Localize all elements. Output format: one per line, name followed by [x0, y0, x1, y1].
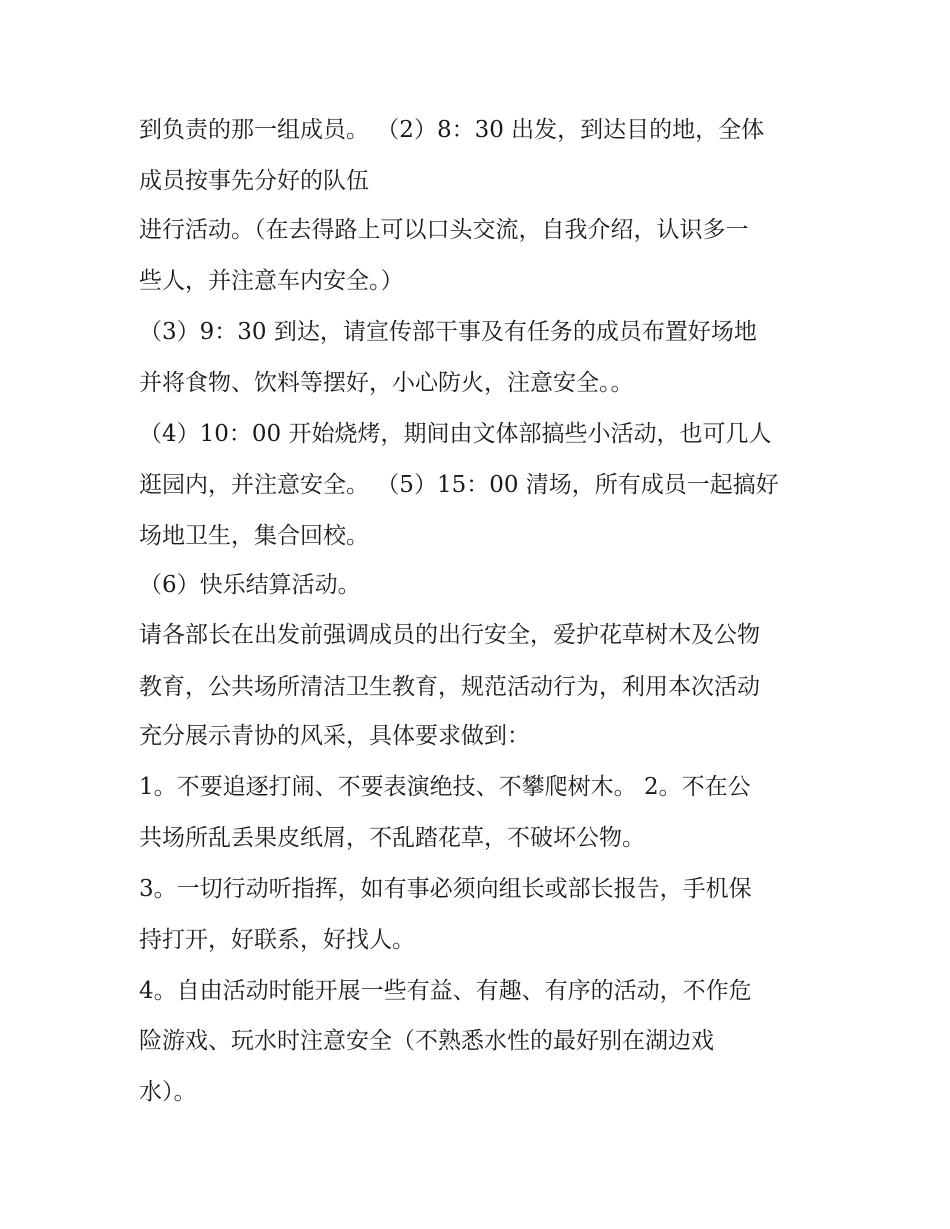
text-line: 险游戏、玩水时注意安全（不熟悉水性的最好别在湖边戏 [139, 1028, 714, 1054]
text-line: 些人，并注意车内安全。） [139, 268, 404, 294]
text-line: 逛园内，并注意安全。 （5）15：00 清场，所有成员一起搞好 [139, 472, 779, 498]
text-line: 并将食物、饮料等摆好，小心防火，注意安全。。 [139, 370, 634, 396]
text-line: 教育，公共场所清洁卫生教育，规范活动行为，利用本次活动 [139, 674, 760, 700]
text-line: （4）10：00 开始烧烤，期间由文体部搞些小活动，也可几人 [139, 421, 772, 447]
text-line: （6）快乐结算活动。 [139, 572, 361, 598]
text-line: 场地卫生，集合回校。 [139, 523, 369, 549]
text-line: 充分展示青协的风采，具体要求做到： [139, 723, 530, 749]
text-line: 到负责的那一组成员。 （2）8：30 出发，到达目的地，全体 [139, 117, 765, 143]
text-line: 持打开，好联系，好找人。 [139, 927, 415, 953]
text-line: 1。不要追逐打闹、不要表演绝技、不攀爬树木。 2。不在公 [139, 774, 751, 800]
text-line: 进行活动。（在去得路上可以口头交流，自我介绍，认识多一 [139, 217, 749, 243]
text-line: 水）。 [139, 1079, 197, 1105]
text-line: 共场所乱丢果皮纸屑，不乱踏花草，不破坏公物。 [139, 825, 645, 851]
text-line: 3。一切行动听指挥，如有事必须向组长或部长报告，手机保 [139, 876, 752, 902]
text-line: 成员按事先分好的队伍 [139, 168, 369, 194]
text-line: 请各部长在出发前强调成员的出行安全，爱护花草树木及公物 [139, 622, 760, 648]
text-line: 4。自由活动时能开展一些有益、有趣、有序的活动，不作危 [139, 978, 752, 1004]
text-line: （3）9：30 到达，请宣传部干事及有任务的成员布置好场地 [139, 319, 757, 345]
